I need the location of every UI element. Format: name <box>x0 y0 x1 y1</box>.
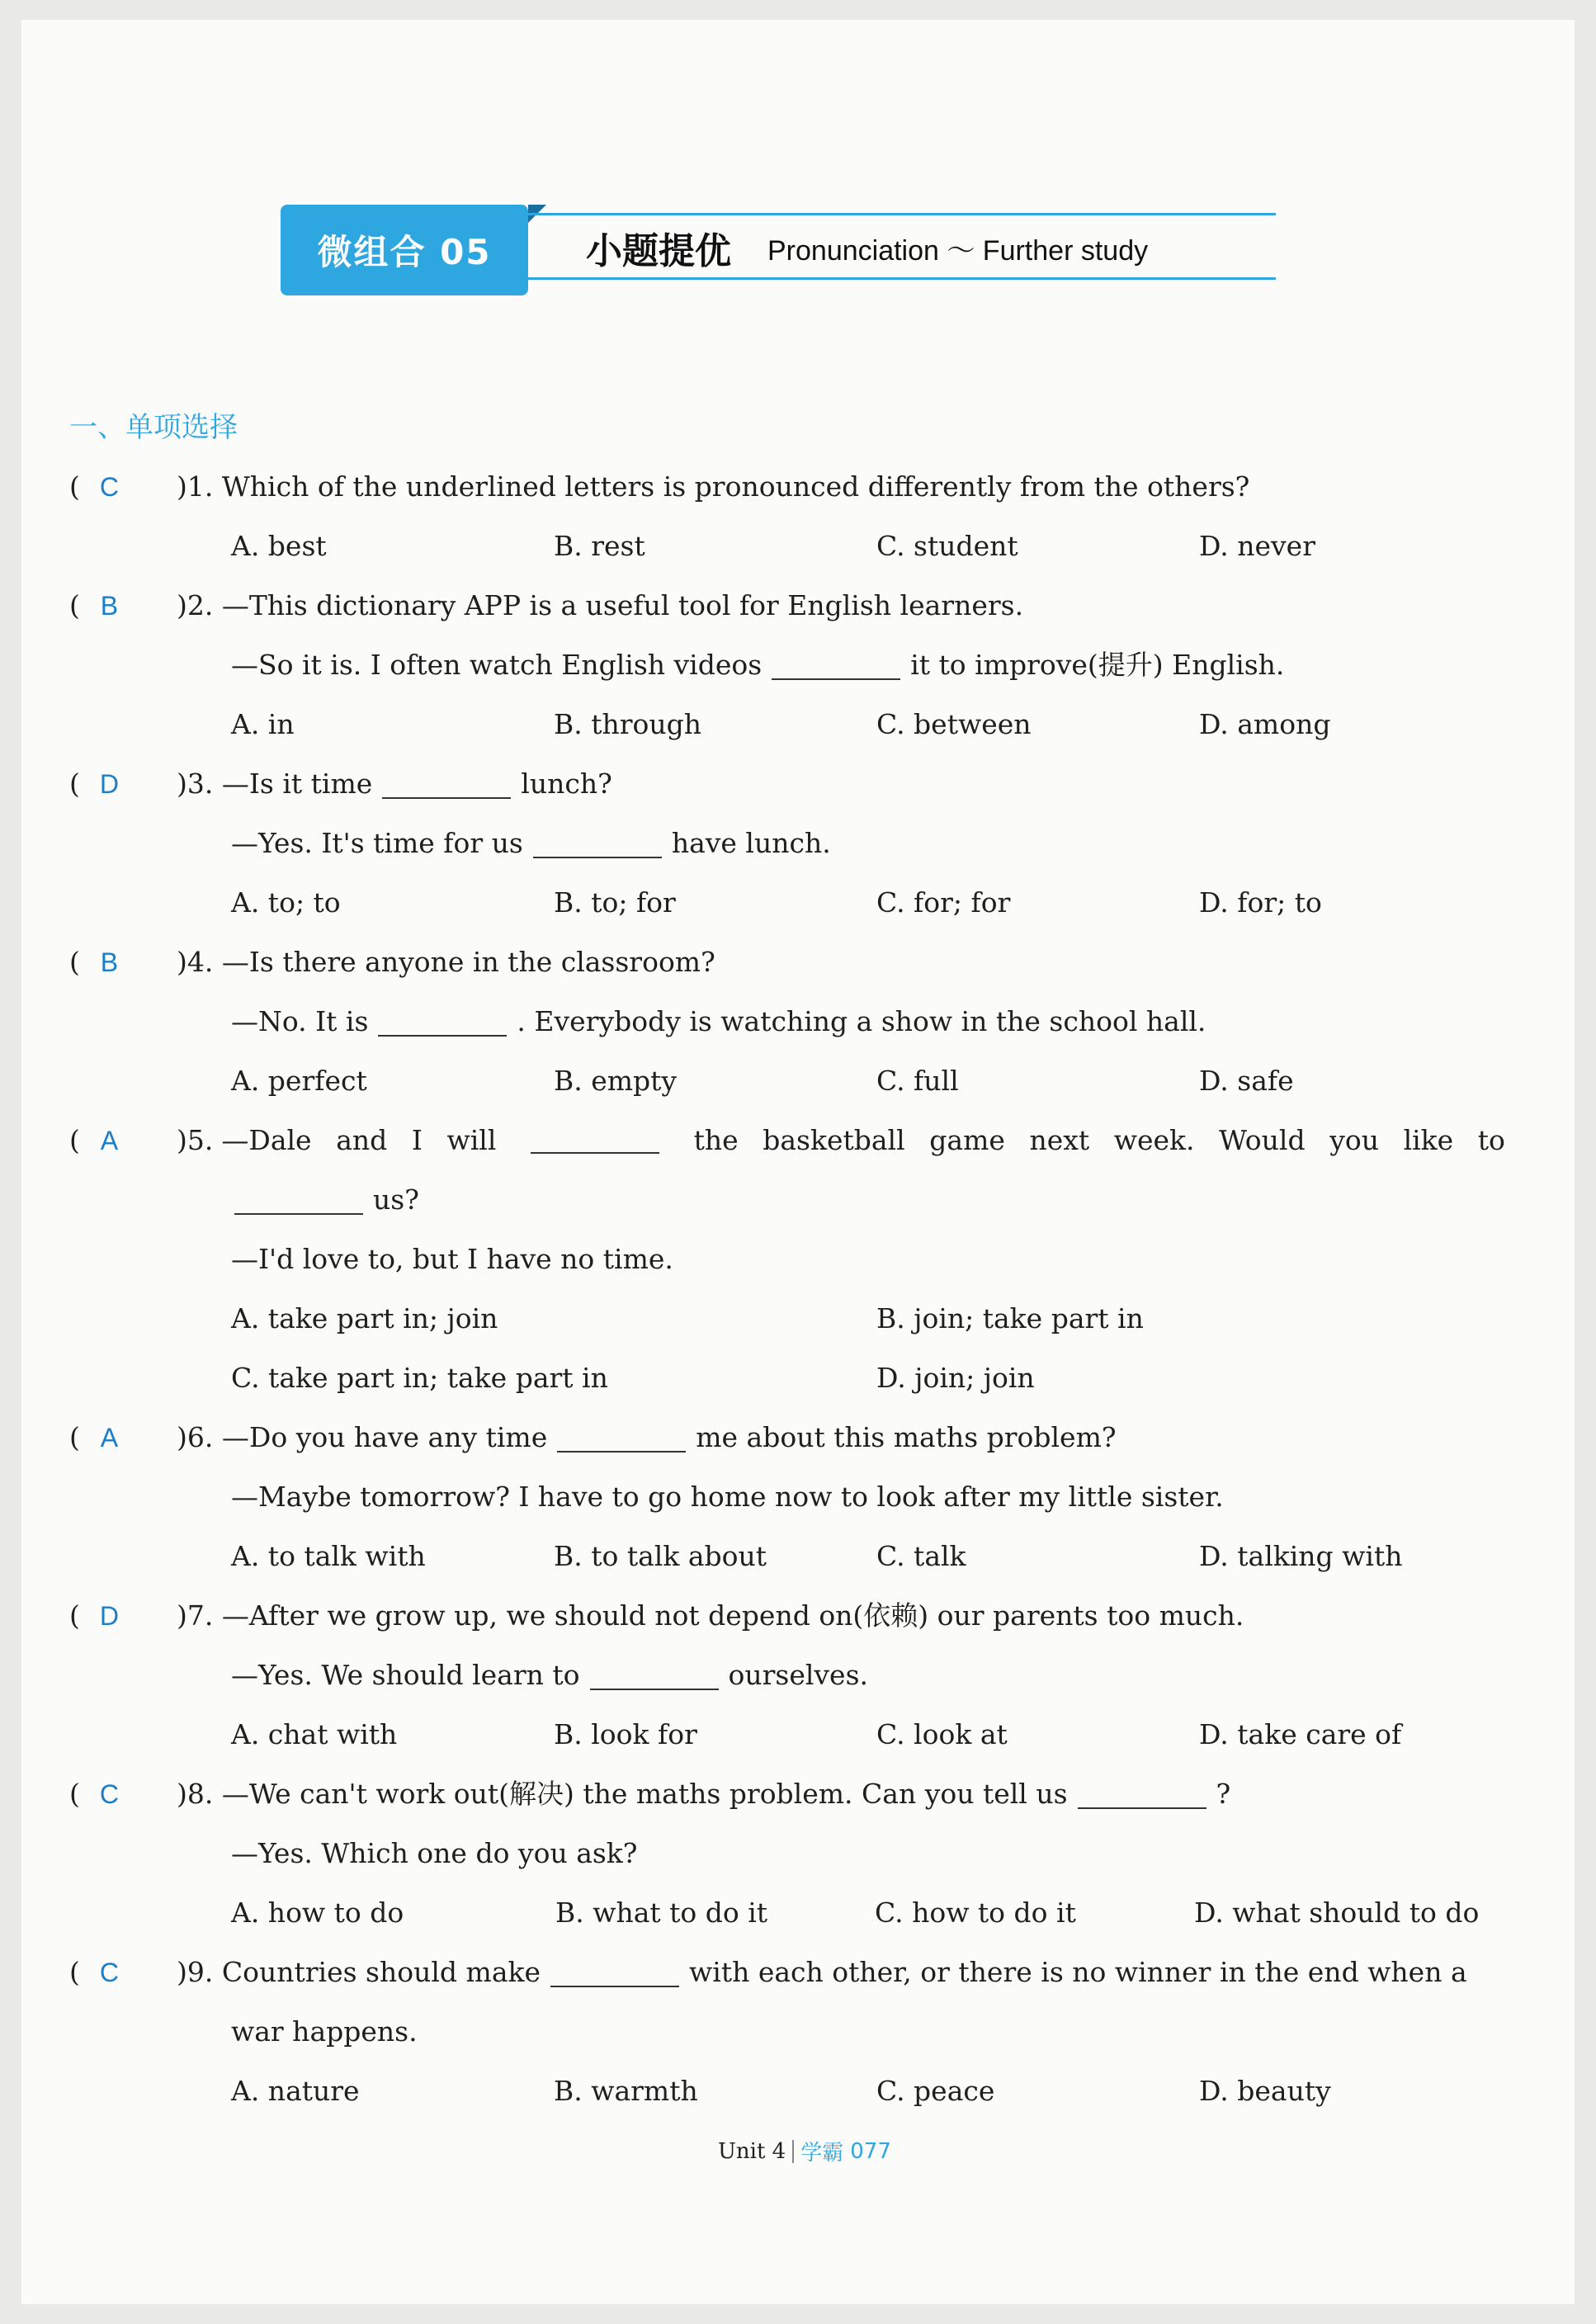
section-heading: 一、单项选择 <box>69 411 238 444</box>
text-segment: —Yes. It's time for us <box>231 827 523 859</box>
option-row <box>69 1705 1522 1764</box>
answer-blank <box>234 1188 363 1215</box>
option-a: A. to; to <box>231 886 341 919</box>
header-rule-top <box>528 213 1276 215</box>
option-a: A. take part in; join <box>231 1302 498 1334</box>
word: week. <box>1113 1124 1195 1156</box>
answer-mark: B <box>100 591 119 621</box>
option-b: B. join; take part in <box>876 1302 1144 1334</box>
option-c: C. between <box>876 708 1032 740</box>
option-b: B. what to do it <box>555 1897 768 1929</box>
word: I <box>411 1124 423 1156</box>
word: you <box>1329 1124 1379 1156</box>
question-stem <box>69 1408 1522 1467</box>
option-c: C. peace <box>876 2075 995 2107</box>
word: next <box>1029 1124 1090 1156</box>
question-number: )2. <box>177 589 214 621</box>
answer-blank <box>382 772 511 799</box>
text-segment: have lunch. <box>671 827 831 859</box>
answer-blank <box>557 1426 686 1452</box>
option-d: D. talking with <box>1199 1540 1403 1572</box>
question-line-2 <box>69 1170 1522 1230</box>
option-a: A. perfect <box>231 1065 367 1097</box>
option-row <box>69 1883 1522 1943</box>
option-b: B. through <box>554 708 702 740</box>
answer-mark: A <box>100 1423 119 1452</box>
answer-blank <box>590 1664 719 1690</box>
question-9 <box>69 1943 1522 2121</box>
option-c: C. student <box>876 530 1018 562</box>
option-d: D. join; join <box>876 1362 1035 1394</box>
option-a: A. chat with <box>231 1718 398 1750</box>
answer-paren: ( C <box>69 1943 177 2002</box>
option-d: D. never <box>1199 530 1315 562</box>
word: the <box>693 1124 739 1156</box>
question-stem <box>69 1943 1522 2002</box>
question-number: )6. <box>177 1421 214 1453</box>
answer-paren: ( B <box>69 933 177 992</box>
option-b: B. empty <box>554 1065 678 1097</box>
option-a: A. nature <box>231 2075 360 2107</box>
text-segment: —We can't work out(解决) the maths problem. Can you tell us <box>221 1778 1068 1810</box>
option-row <box>69 2062 1522 2121</box>
word: will <box>446 1124 497 1156</box>
answer-blank <box>1078 1783 1206 1809</box>
page-footer <box>718 2136 891 2166</box>
question-text: —Is there anyone in the classroom? <box>221 946 715 978</box>
header-title-en: Pronunciation ～ Further study <box>767 234 1149 267</box>
option-row <box>69 1349 1522 1408</box>
question-1 <box>69 457 1522 576</box>
option-c: C. for; for <box>876 886 1011 919</box>
option-d: D. safe <box>1199 1065 1294 1097</box>
text-segment: us? <box>373 1183 419 1216</box>
question-7 <box>69 1586 1522 1764</box>
word: Would <box>1219 1124 1306 1156</box>
option-b: B. rest <box>554 530 645 562</box>
text-segment: —Is it time <box>221 768 373 800</box>
word: like <box>1403 1124 1454 1156</box>
question-4 <box>69 933 1522 1111</box>
question-line-3: —I'd love to, but I have no time. <box>231 1243 673 1275</box>
question-line-2 <box>69 1646 1522 1705</box>
question-stem <box>69 576 1522 635</box>
question-number: )1. <box>177 470 214 503</box>
question-2 <box>69 576 1522 754</box>
option-b: B. to talk about <box>554 1540 767 1572</box>
text-segment: lunch? <box>521 768 612 800</box>
answer-paren: ( C <box>69 457 177 517</box>
question-6 <box>69 1408 1522 1586</box>
option-row <box>69 1051 1522 1111</box>
question-number: )5. <box>177 1124 214 1156</box>
option-row <box>69 1289 1522 1349</box>
answer-paren: ( B <box>69 576 177 635</box>
text-segment: it to improve(提升) English. <box>910 649 1285 681</box>
option-c: C. look at <box>876 1718 1008 1750</box>
question-line-2 <box>69 814 1522 873</box>
text-segment: —So it is. I often watch English videos <box>231 649 763 681</box>
answer-mark: D <box>99 1601 119 1631</box>
footer-page-number: 077 <box>850 2138 891 2164</box>
word: —Dale <box>221 1124 312 1156</box>
question-3 <box>69 754 1522 933</box>
option-row <box>69 1527 1522 1586</box>
header-rule-bottom <box>528 277 1276 280</box>
header-title <box>586 223 1148 272</box>
question-text: Which of the underlined letters is pronounced differently from the others? <box>221 470 1250 503</box>
word: to <box>1477 1124 1505 1156</box>
answer-mark: C <box>99 472 119 502</box>
question-number: )8. <box>177 1778 214 1810</box>
option-a: A. how to do <box>231 1897 404 1929</box>
question-stem <box>69 1111 1522 1170</box>
text-segment: with each other, or there is no winner in the end when a <box>689 1956 1467 1988</box>
answer-mark: B <box>100 947 119 977</box>
text-segment: —No. It is <box>231 1005 369 1037</box>
question-number: )4. <box>177 946 214 978</box>
option-c: C. talk <box>876 1540 966 1572</box>
question-8 <box>69 1764 1522 1943</box>
option-b: B. look for <box>554 1718 697 1750</box>
text-segment: ourselves. <box>728 1659 869 1691</box>
question-text: —This dictionary APP is a useful tool for English learners. <box>221 589 1024 621</box>
question-line-2 <box>69 992 1522 1051</box>
option-row <box>69 695 1522 754</box>
answer-blank <box>378 1010 507 1037</box>
answer-mark: C <box>99 1779 119 1809</box>
answer-mark: C <box>99 1958 119 1987</box>
option-d: D. among <box>1199 708 1331 740</box>
text-segment: —Do you have any time <box>221 1421 548 1453</box>
footer-unit: Unit 4 <box>718 2138 786 2164</box>
option-c: C. take part in; take part in <box>231 1362 608 1394</box>
word: game <box>929 1124 1005 1156</box>
option-c: C. how to do it <box>875 1897 1076 1929</box>
justified-stem <box>221 1111 1522 1170</box>
question-number: )9. <box>177 1956 214 1988</box>
answer-mark: D <box>99 769 119 799</box>
question-number: )7. <box>177 1599 214 1632</box>
option-a: A. best <box>231 530 327 562</box>
question-stem <box>69 1586 1522 1646</box>
option-row <box>69 873 1522 933</box>
option-b: B. to; for <box>554 886 676 919</box>
option-a: A. in <box>231 708 295 740</box>
text-segment: ? <box>1216 1778 1231 1810</box>
question-5 <box>69 1111 1522 1408</box>
word: basketball <box>763 1124 905 1156</box>
option-a: A. to talk with <box>231 1540 426 1572</box>
answer-paren: ( A <box>69 1408 177 1467</box>
answer-blank <box>533 832 662 858</box>
answer-paren: ( D <box>69 754 177 814</box>
answer-paren: ( C <box>69 1764 177 1824</box>
word: and <box>336 1124 388 1156</box>
option-d: D. what should to do <box>1194 1897 1480 1929</box>
answer-blank <box>772 654 900 680</box>
question-text: —After we grow up, we should not depend on(依赖) our parents too much. <box>221 1599 1244 1632</box>
question-stem <box>69 754 1522 814</box>
text-segment: Countries should make <box>221 1956 541 1988</box>
answer-mark: A <box>100 1126 119 1155</box>
footer-divider <box>792 2140 794 2163</box>
option-row <box>69 517 1522 576</box>
header-title-cn: 小题提优 <box>586 230 731 272</box>
question-stem <box>69 1764 1522 1824</box>
text-segment: me about this maths problem? <box>696 1421 1117 1453</box>
answer-paren: ( D <box>69 1586 177 1646</box>
text-segment: . Everybody is watching a show in the school hall. <box>517 1005 1206 1037</box>
footer-brand: 学霸 <box>800 2141 844 2166</box>
answer-blank <box>550 1961 679 1987</box>
text-segment: —Yes. We should learn to <box>231 1659 580 1691</box>
question-stem <box>69 457 1522 517</box>
answer-blank <box>531 1127 659 1154</box>
section-tab <box>281 205 528 295</box>
option-b: B. warmth <box>554 2075 698 2107</box>
option-d: D. take care of <box>1199 1718 1402 1750</box>
question-stem <box>69 933 1522 992</box>
question-line-2: —Maybe tomorrow? I have to go home now to look after my little sister. <box>231 1481 1224 1513</box>
option-d: D. for; to <box>1199 886 1322 919</box>
section-tab-label: 微组合 05 <box>317 232 492 272</box>
option-d: D. beauty <box>1199 2075 1331 2107</box>
answer-paren: ( A <box>69 1111 177 1170</box>
question-line-2: —Yes. Which one do you ask? <box>231 1837 638 1869</box>
question-line-2 <box>69 635 1522 695</box>
question-number: )3. <box>177 768 214 800</box>
option-c: C. full <box>876 1065 959 1097</box>
question-line-2: war happens. <box>231 2015 418 2048</box>
